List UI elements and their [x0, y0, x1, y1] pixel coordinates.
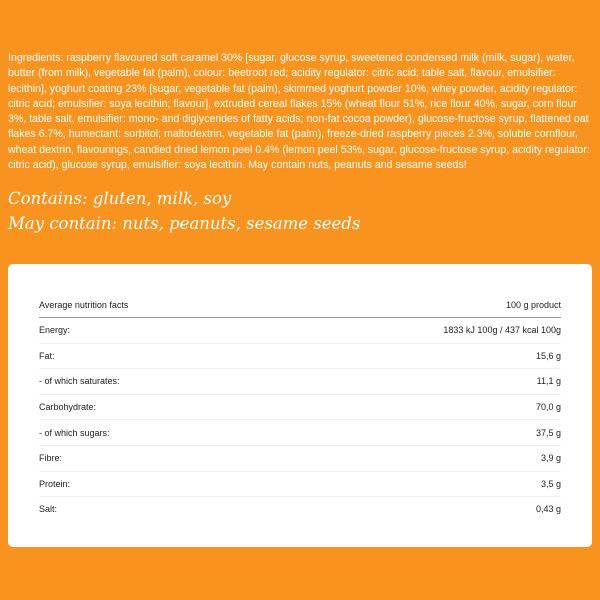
nutrition-label: Fat:	[39, 350, 55, 361]
nutrition-value: 0,43 g	[535, 504, 561, 515]
nutrition-label: - of which sugars:	[39, 427, 110, 438]
ingredients-text: Ingredients: raspberry flavoured soft caramel 30% [sugar, glucose syrup, sweetened condensed milk (milk, sugar), water, butter (from milk), vegetable fat (palm), colour: beetroot red; acidity regulator: citric acid; table salt, flavour, emulsifier: lecithin], yoghurt coating 23% [sugar, vegetable fat (palm), skimmed yoghurt powder 10%, whey powder, acidity regulator: citric acid; emulsifier: soya lecithin; flavour], extruded cereal flakes 15% (wheat flour 51%, rice flour 40%, sugar, corn flour 3%, table salt, emulsifier: mono- and diglycerides of fatty acids; non-fat cocoa powder), glucose-fructose syrup, flattened oat flakes 6.7%, humectant: sorbitol; maltodextrin, vegetable fat (palm), freeze-dried raspberry pieces 2.3%, soluble cornflour, wheat dextrin, flavourings, candied dried lemon peel 0.4% (lemon peel 53%, sugar, glucose-fructose syrup, acidity regulator: citric acid), glucose syrup, emulsifier: soya lecithin. May contain nuts, peanuts and sesame seeds!	[8, 52, 590, 172]
nutrition-label: Fibre:	[39, 453, 63, 464]
nutrition-row-fat	[39, 344, 561, 370]
nutrition-row-protein	[39, 472, 561, 498]
nutrition-label: Energy:	[39, 325, 71, 336]
nutrition-label: Salt:	[39, 504, 58, 515]
nutrition-value: 11,1 g	[536, 376, 561, 387]
nutrition-row-fibre	[39, 446, 561, 472]
nutrition-row-carbohydrate	[39, 395, 561, 421]
nutrition-row-sugars	[39, 420, 561, 446]
nutrition-value: 15,6 g	[535, 350, 561, 361]
nutrition-header-row	[39, 293, 561, 318]
may-contain-allergens: May contain: nuts, peanuts, sesame seeds	[8, 214, 361, 233]
nutrition-row-energy	[39, 318, 561, 344]
nutrition-row-salt	[39, 497, 561, 522]
nutrition-value: 3,5 g	[540, 478, 561, 489]
nutrition-table	[39, 293, 561, 522]
nutrition-header-label: Average nutrition facts	[39, 300, 129, 310]
allergen-section	[8, 186, 594, 236]
nutrition-header-value: 100 g product	[505, 300, 561, 310]
nutrition-value: 1833 kJ 100g / 437 kcal 100g	[443, 325, 561, 336]
nutrition-label: - of which saturates:	[39, 376, 120, 387]
nutrition-value: 37,5 g	[535, 427, 561, 438]
nutrition-card	[8, 264, 592, 547]
nutrition-label: Carbohydrate:	[39, 402, 97, 413]
nutrition-value: 3,9 g	[540, 453, 561, 464]
contains-allergens: Contains: gluten, milk, soy	[8, 189, 232, 208]
nutrition-label: Protein:	[39, 478, 71, 489]
nutrition-row-saturates	[39, 369, 561, 395]
nutrition-value: 70,0 g	[535, 402, 561, 413]
